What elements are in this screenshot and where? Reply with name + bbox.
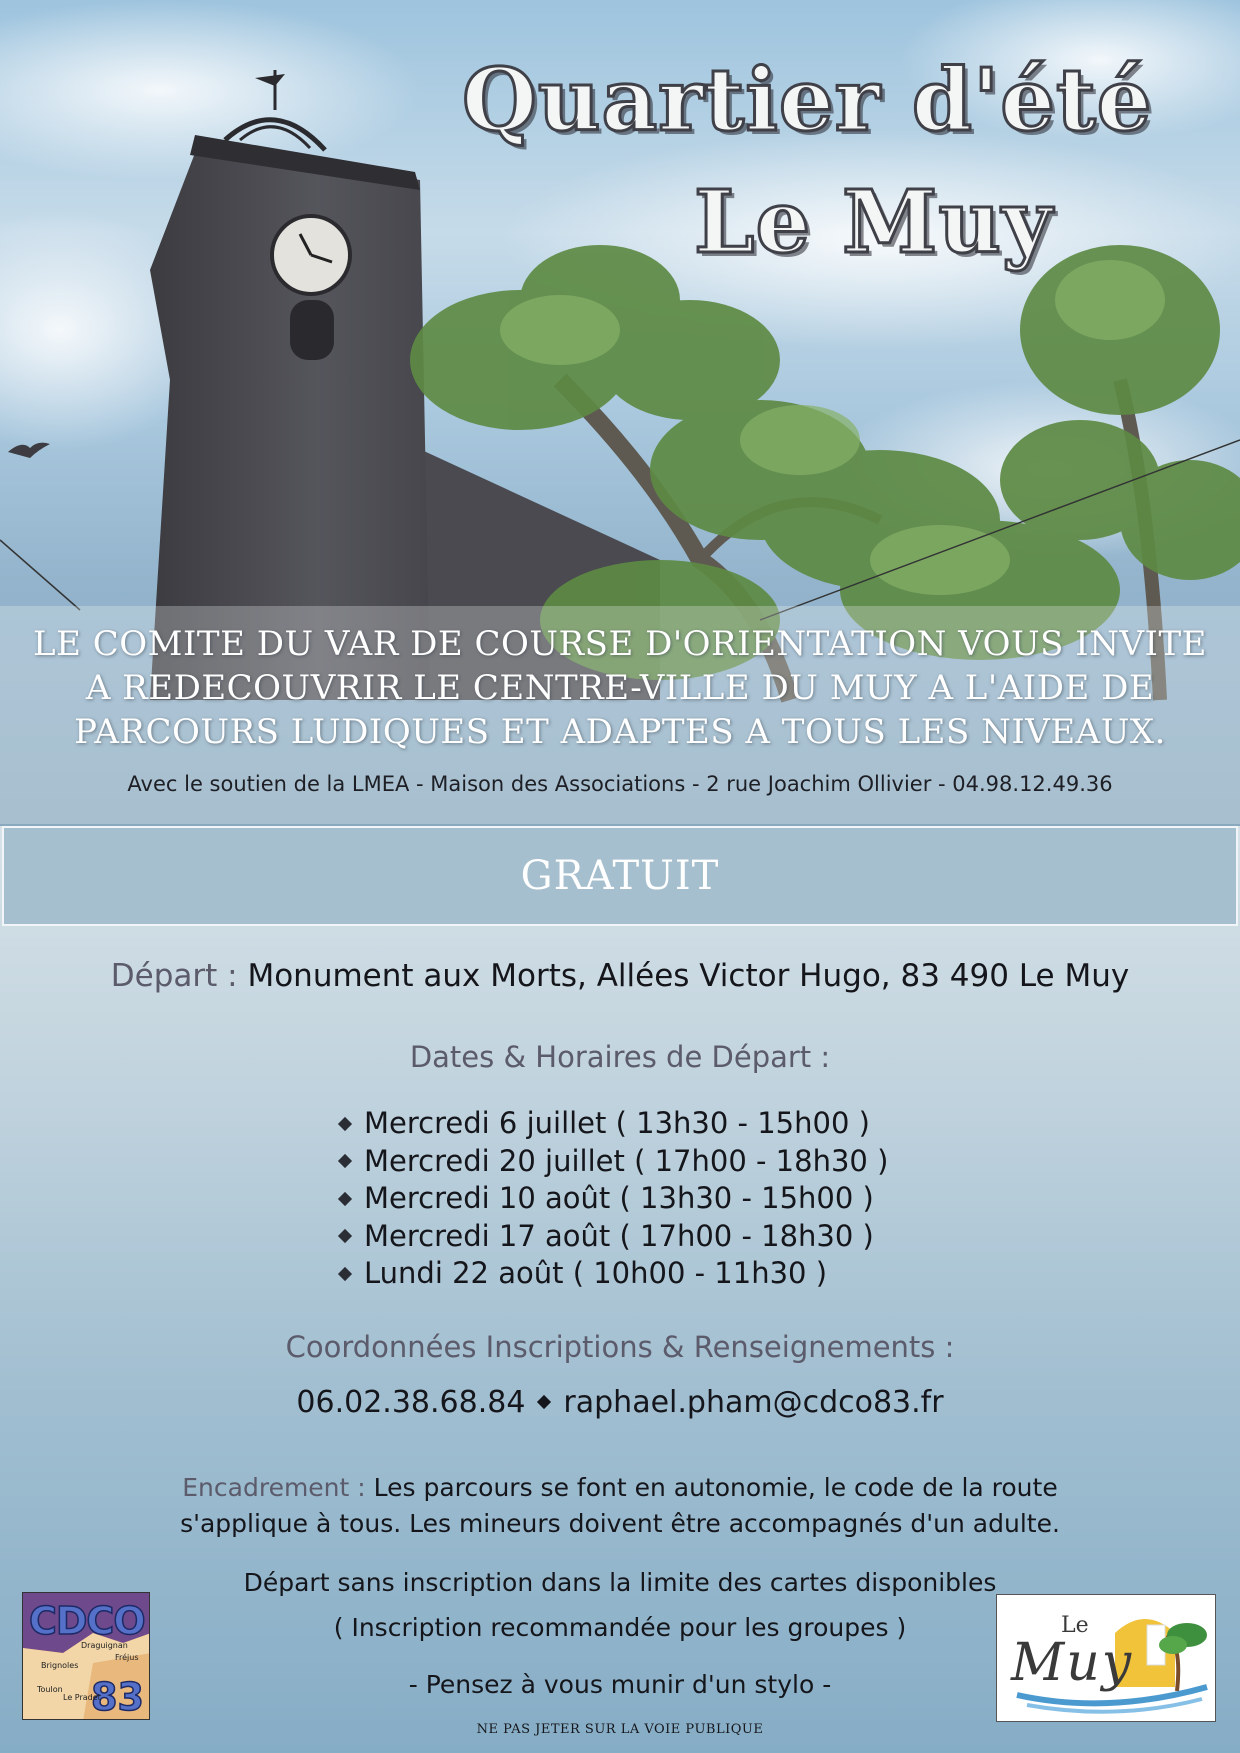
diamond-bullet-icon xyxy=(338,1192,352,1206)
encadrement-block xyxy=(0,1470,1240,1542)
depart-value: Monument aux Morts, Allées Victor Hugo, 83 490 Le Muy xyxy=(247,958,1130,994)
le-muy-logo xyxy=(996,1594,1216,1722)
map-label-draguignan: Draguignan xyxy=(81,1641,128,1650)
contact-line xyxy=(0,1385,1240,1420)
pen-reminder: - Pensez à vous munir d'un stylo - xyxy=(408,1670,832,1699)
diamond-bullet-icon xyxy=(338,1229,352,1243)
depart-label: Départ : xyxy=(110,958,238,994)
diamond-bullet-icon xyxy=(338,1117,352,1131)
poster-title-line2: Le Muy xyxy=(694,172,1053,273)
logo-le-word: Le xyxy=(1061,1613,1089,1638)
map-label-brignoles: Brignoles xyxy=(41,1661,79,1670)
poster-title-line1: Quartier d'été xyxy=(462,50,1153,151)
cdco83-logo xyxy=(22,1592,150,1720)
map-label-frejus: Fréjus xyxy=(115,1653,139,1662)
map-label-le-pradet: Le Pradet xyxy=(63,1693,101,1702)
invite-line1: LE COMITE DU VAR DE COURSE D'ORIENTATION VOUS INVITE xyxy=(33,624,1207,664)
footer-notice: NE PAS JETER SUR LA VOIE PUBLIQUE xyxy=(476,1722,764,1737)
encadrement-line1: Les parcours se font en autonomie, le code de la route xyxy=(373,1473,1058,1502)
support-line: Avec le soutien de la LMEA - Maison des Associations - 2 rue Joachim Ollivier - 04.98.12.49.36 xyxy=(127,772,1113,796)
invite-line3: PARCOURS LUDIQUES ET ADAPTES A TOUS LES NIVEAUX. xyxy=(74,712,1166,752)
dates-title: Dates & Horaires de Départ : xyxy=(409,1040,831,1074)
list-item: Mercredi 17 août ( 17h00 - 18h30 ) xyxy=(340,1218,888,1256)
list-item: Mercredi 6 juillet ( 13h30 - 15h00 ) xyxy=(340,1105,888,1143)
logo-muy-word: Muy xyxy=(1011,1633,1134,1693)
dates-list xyxy=(340,1105,888,1293)
list-item: Lundi 22 août ( 10h00 - 11h30 ) xyxy=(340,1255,888,1293)
contact-phone[interactable]: 06.02.38.68.84 xyxy=(296,1385,526,1420)
price-label: GRATUIT xyxy=(520,853,720,899)
cdco-name: CDCO xyxy=(29,1599,145,1643)
no-registration-note: Départ sans inscription dans la limite des cartes disponibles xyxy=(243,1568,997,1597)
invite-line2: A REDECOUVRIR LE CENTRE-VILLE DU MUY A L'AIDE DE xyxy=(85,668,1155,708)
map-label-toulon: Toulon xyxy=(37,1685,63,1694)
encadrement-line2: s'applique à tous. Les mineurs doivent être accompagnés d'un adulte. xyxy=(180,1509,1060,1538)
diamond-bullet-icon xyxy=(338,1267,352,1281)
list-item: Mercredi 20 juillet ( 17h00 - 18h30 ) xyxy=(340,1143,888,1181)
contact-email[interactable]: raphael.pham@cdco83.fr xyxy=(563,1385,944,1420)
encadrement-label: Encadrement : xyxy=(182,1473,366,1502)
group-registration-note: ( Inscription recommandée pour les groupes ) xyxy=(333,1613,907,1642)
price-banner xyxy=(2,826,1238,926)
diamond-separator-icon xyxy=(537,1394,551,1408)
diamond-bullet-icon xyxy=(338,1154,352,1168)
list-item: Mercredi 10 août ( 13h30 - 15h00 ) xyxy=(340,1180,888,1218)
cdco-number: 83 xyxy=(91,1675,144,1719)
contact-title: Coordonnées Inscriptions & Renseignements : xyxy=(285,1330,955,1364)
depart-line xyxy=(0,958,1240,994)
invite-text xyxy=(0,622,1240,754)
